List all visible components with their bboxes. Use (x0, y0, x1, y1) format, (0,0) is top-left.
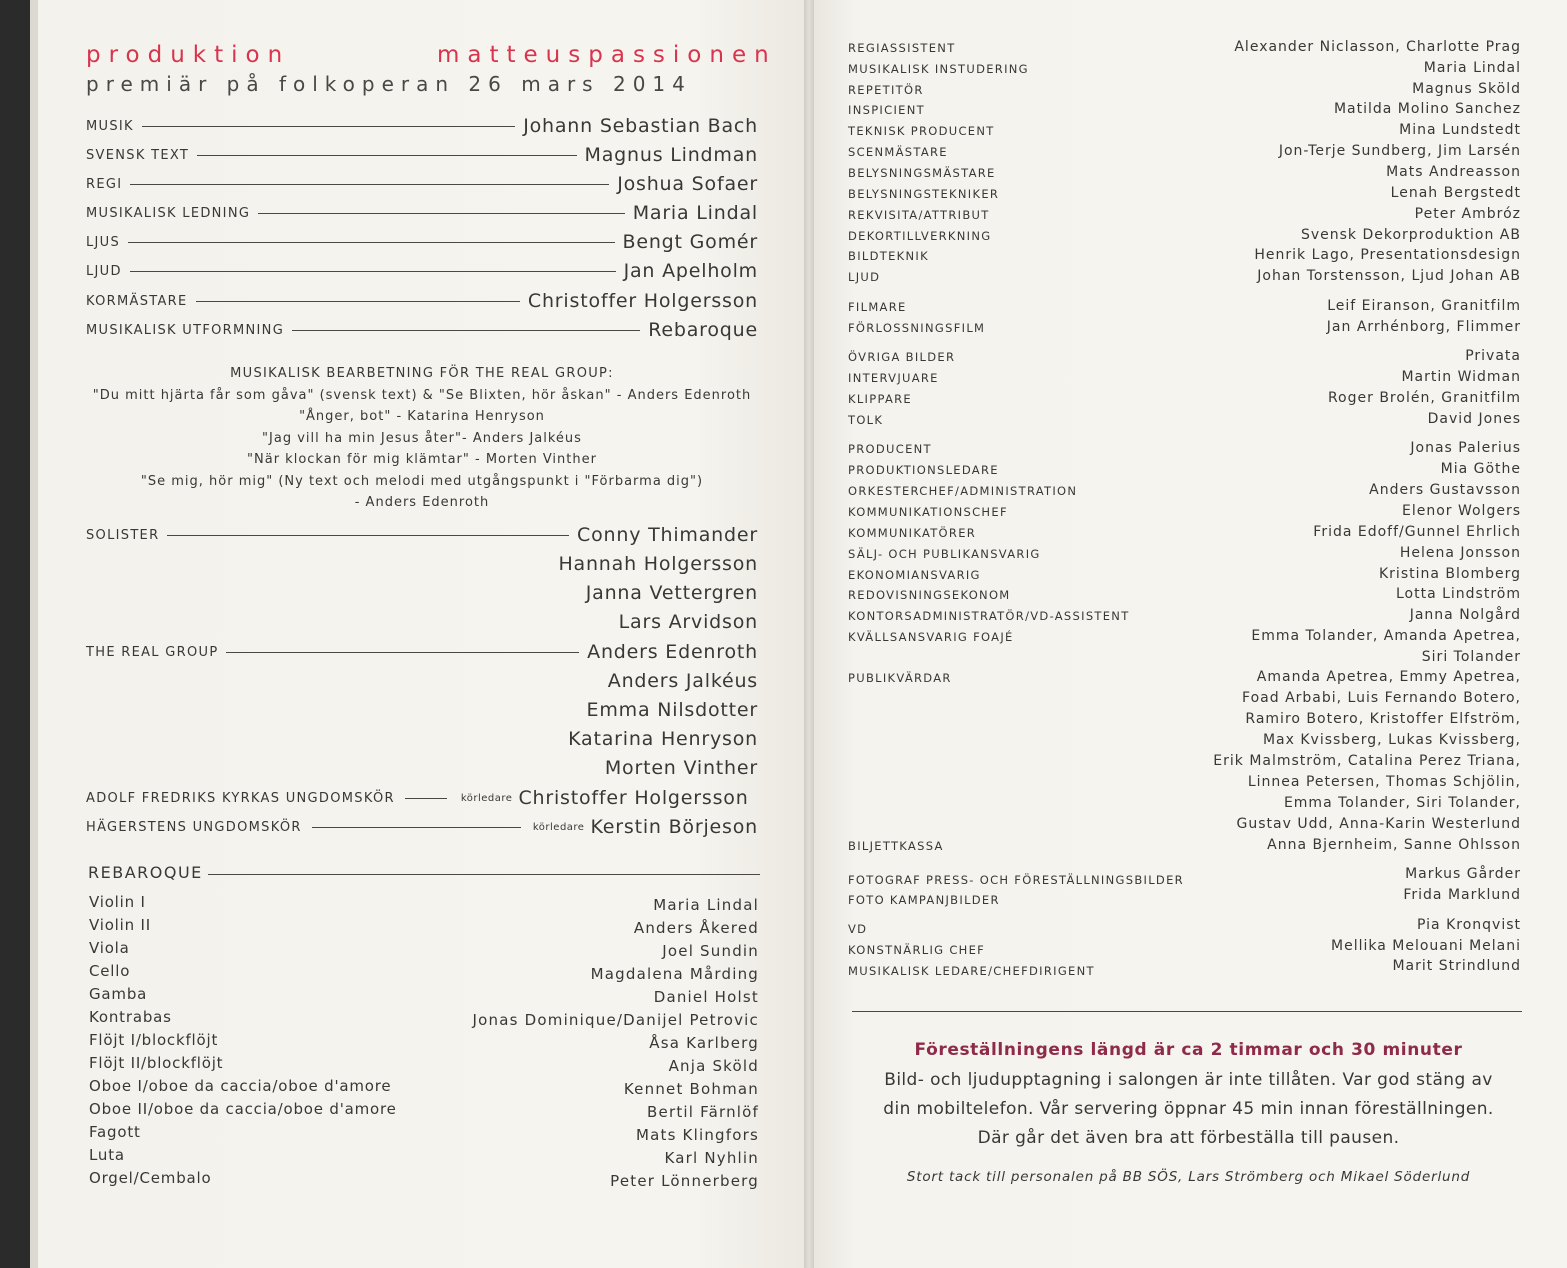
real-group-row (86, 639, 758, 665)
solister-row (86, 580, 758, 606)
instrument: Luta (89, 1146, 125, 1164)
staff-role: LJUD (848, 270, 881, 284)
credit-name: Kerstin Börjeson (590, 816, 758, 838)
staff-name: Martin Widman (1401, 369, 1521, 385)
arrangement-line: - Anders Edenroth (354, 495, 490, 510)
rebaroque-line (208, 874, 760, 875)
staff-name: David Jones (1427, 411, 1521, 427)
instrument: Kontrabas (89, 1008, 172, 1026)
header-subtitle: premiär på folkoperan 26 mars 2014 (86, 72, 692, 96)
staff-role: INSPICIENT (848, 103, 925, 117)
credit-row (86, 113, 758, 139)
leader-line (197, 155, 576, 156)
real-group-row (86, 755, 758, 781)
leader-line (128, 242, 614, 243)
credit-row (86, 171, 758, 197)
arrangement-line: "Ånger, bot" - Katarina Henryson (299, 409, 545, 424)
staff-role: KONSTNÄRLIG CHEF (848, 943, 986, 957)
staff-name: Jonas Palerius (1410, 440, 1521, 456)
notice-line: Bild- och ljudupptagning i salongen är inte tillåten. Var god stäng av (884, 1070, 1493, 1090)
staff-role: DEKORTILLVERKNING (848, 229, 992, 243)
staff-name: Foad Arbabi, Luis Fernando Botero, (1242, 690, 1521, 706)
credit-name: Johann Sebastian Bach (523, 115, 758, 137)
notice-line: Där går det även bra att förbeställa till pausen. (977, 1128, 1400, 1148)
staff-name: Gustav Udd, Anna-Karin Westerlund (1236, 816, 1521, 832)
staff-role: PRODUKTIONSLEDARE (848, 463, 999, 477)
credit-name: Christoffer Holgersson (518, 787, 749, 809)
solister-row (86, 609, 758, 635)
credit-name: Christoffer Holgersson (527, 290, 758, 312)
arrangement-line: "Du mitt hjärta får som gåva" (svensk text) & "Se Blixten, hör åskan" - Anders Edenroth (92, 387, 752, 403)
staff-role: REKVISITA/ATTRIBUT (848, 208, 990, 222)
staff-name: Lotta Lindström (1395, 586, 1521, 602)
rebaroque-title: REBAROQUE (88, 863, 203, 882)
leader-line (196, 301, 520, 302)
staff-role: KLIPPARE (848, 392, 912, 406)
staff-role: REPETITÖR (848, 83, 924, 97)
staff-role: ORKESTERCHEF/ADMINISTRATION (848, 484, 1078, 498)
player: Magdalena Mårding (590, 965, 759, 983)
staff-role: MUSIKALISK LEDARE/CHEFDIRIGENT (848, 964, 1095, 978)
staff-name: Anna Bjernheim, Sanne Ohlsson (1267, 837, 1521, 853)
staff-role: ÖVRIGA BILDER (848, 350, 956, 364)
credit-name: Maria Lindal (632, 202, 758, 224)
staff-role: PUBLIKVÄRDAR (848, 671, 952, 685)
credit-role: ADOLF FREDRIKS KYRKAS UNGDOMSKÖR (86, 790, 395, 806)
footer-divider (852, 1011, 1522, 1012)
leader-line (130, 271, 616, 272)
player: Daniel Holst (653, 988, 759, 1006)
credit-role: HÄGERSTENS UNGDOMSKÖR (86, 819, 302, 835)
staff-role: FILMARE (848, 300, 907, 314)
credit-row (86, 288, 758, 314)
staff-role: REGIASSISTENT (848, 41, 956, 55)
staff-name: Emma Tolander, Siri Tolander, (1283, 795, 1521, 811)
staff-role: BELYSNINGSTEKNIKER (848, 187, 1000, 201)
staff-name: Matilda Molino Sanchez (1333, 101, 1521, 117)
credit-row (86, 258, 758, 284)
staff-name: Mellika Melouani Melani (1331, 938, 1521, 954)
leader-line (130, 184, 609, 185)
staff-name: Leif Eiranson, Granitfilm (1327, 298, 1521, 314)
staff-role: MUSIKALISK INSTUDERING (848, 62, 1029, 76)
solister-row (86, 522, 758, 548)
player: Jonas Dominique/Danijel Petrovic (472, 1011, 759, 1029)
staff-name: Linnea Petersen, Thomas Schjölin, (1247, 774, 1521, 790)
staff-name: Marit Strindlund (1392, 958, 1521, 974)
leader-line (258, 213, 624, 214)
staff-name: Max Kvissberg, Lukas Kvissberg, (1262, 732, 1521, 748)
player: Anja Sköld (668, 1057, 759, 1075)
leader-line (142, 126, 515, 127)
staff-name: Siri Tolander (1421, 649, 1521, 665)
player: Anders Åkered (633, 919, 759, 937)
choir-leader-label: körledare (460, 792, 513, 804)
leader-line (226, 652, 579, 653)
leader-line (167, 535, 569, 536)
staff-role: TEKNISK PRODUCENT (848, 124, 995, 138)
credit-name: Conny Thimander (577, 524, 758, 546)
credit-name: Anders Jalkéus (607, 670, 758, 692)
staff-role: KOMMUNIKATIONSCHEF (848, 505, 1008, 519)
leader-line (312, 827, 521, 828)
staff-role: VD (848, 922, 868, 936)
staff-name: Frida Edoff/Gunnel Ehrlich (1313, 524, 1521, 540)
staff-name: Svensk Dekorproduktion AB (1300, 227, 1521, 243)
credit-name: Rebaroque (648, 319, 758, 341)
staff-name: Jan Arrhénborg, Flimmer (1326, 319, 1521, 335)
player: Joel Sundin (662, 942, 759, 960)
staff-name: Roger Brolén, Granitfilm (1327, 390, 1521, 406)
credit-name: Katarina Henryson (568, 728, 758, 750)
staff-name: Mia Göthe (1440, 461, 1521, 477)
staff-role: SCENMÄSTARE (848, 145, 948, 159)
credit-name: Anders Edenroth (587, 641, 758, 663)
instrument: Orgel/Cembalo (89, 1169, 212, 1187)
staff-role: FOTO KAMPANJBILDER (848, 893, 1000, 907)
credit-role: SOLISTER (86, 527, 160, 543)
instrument: Flöjt I/blockflöjt (89, 1031, 219, 1049)
staff-role: BELYSNINGSMÄSTARE (848, 166, 996, 180)
credit-role: SVENSK TEXT (86, 147, 190, 163)
credit-name: Lars Arvidson (618, 611, 758, 633)
credit-name: Magnus Lindman (584, 144, 758, 166)
staff-role: KONTORSADMINISTRATÖR/VD-ASSISTENT (848, 609, 1130, 623)
player: Peter Lönnerberg (610, 1172, 759, 1190)
staff-name: Markus Gårder (1405, 866, 1521, 882)
header-title-right: matteuspassionen (437, 42, 777, 68)
staff-name: Maria Lindal (1423, 60, 1521, 76)
credit-role: MUSIKALISK UTFORMNING (86, 322, 285, 338)
header-title-left: produktion (86, 42, 291, 68)
player: Bertil Färnlöf (647, 1103, 759, 1121)
credit-name: Bengt Gomér (622, 231, 758, 253)
staff-name: Anders Gustavsson (1369, 482, 1521, 498)
arrangement-line: "När klockan för mig klämtar" - Morten Vinther (247, 452, 597, 467)
instrument: Fagott (89, 1123, 141, 1141)
credit-role: THE REAL GROUP (86, 644, 219, 660)
credit-name: Jan Apelholm (623, 260, 758, 282)
staff-name: Emma Tolander, Amanda Apetrea, (1251, 628, 1521, 644)
real-group-row (86, 697, 758, 723)
staff-role: REDOVISNINGSEKONOM (848, 588, 1011, 602)
player: Maria Lindal (653, 896, 759, 914)
staff-name: Alexander Niclasson, Charlotte Prag (1234, 39, 1521, 55)
credit-role: LJUS (86, 234, 121, 250)
staff-name: Ramiro Botero, Kristoffer Elfström, (1245, 711, 1521, 727)
staff-role: BILJETTKASSA (848, 839, 944, 853)
instrument: Violin I (89, 893, 146, 911)
leader-line (405, 798, 447, 799)
staff-name: Henrik Lago, Presentationsdesign (1254, 247, 1521, 263)
credit-row (86, 200, 758, 226)
staff-name: Elenor Wolgers (1401, 503, 1521, 519)
solister-row (86, 551, 758, 577)
staff-name: Lenah Bergstedt (1390, 185, 1521, 201)
instrument: Flöjt II/blockflöjt (89, 1054, 224, 1072)
real-group-row (86, 726, 758, 752)
credit-role: KORMÄSTARE (86, 293, 188, 309)
staff-name: Mina Lundstedt (1399, 122, 1521, 138)
scan-edge-light (30, 0, 38, 1268)
credit-role: MUSIKALISK LEDNING (86, 205, 251, 221)
credit-role: MUSIK (86, 118, 134, 134)
choir-leader-label: körledare (532, 821, 585, 833)
choir-row (86, 814, 758, 840)
staff-name: Mats Andreasson (1386, 164, 1521, 180)
player: Karl Nyhlin (664, 1149, 759, 1167)
player: Åsa Karlberg (649, 1034, 759, 1052)
credit-role: LJUD (86, 263, 122, 279)
instrument: Violin II (89, 916, 151, 934)
instrument: Gamba (89, 985, 148, 1003)
staff-role: SÄLJ- OCH PUBLIKANSVARIG (848, 547, 1041, 561)
staff-name: Helena Jonsson (1399, 545, 1521, 561)
thanks-note: Stort tack till personalen på BB SÖS, Lars Strömberg och Mikael Söderlund (906, 1169, 1471, 1185)
staff-role: INTERVJUARE (848, 371, 939, 385)
real-group-row (86, 668, 758, 694)
staff-name: Janna Nolgård (1409, 607, 1521, 623)
staff-name: Kristina Blomberg (1379, 566, 1521, 582)
choir-row (86, 785, 758, 811)
instrument: Oboe I/oboe da caccia/oboe d'amore (89, 1077, 392, 1095)
staff-role: EKONOMIANSVARIG (848, 568, 981, 582)
staff-role: PRODUCENT (848, 442, 932, 456)
staff-name: Jon-Terje Sundberg, Jim Larsén (1278, 143, 1521, 159)
credit-name: Emma Nilsdotter (586, 699, 758, 721)
duration-headline: Föreställningens längd är ca 2 timmar och 30 minuter (914, 1040, 1463, 1060)
credit-name: Joshua Sofaer (617, 173, 758, 195)
arrangement-line: "Se mig, hör mig" (Ny text och melodi med utgångspunkt i "Förbarma dig") (140, 473, 704, 489)
staff-name: Pia Kronqvist (1417, 917, 1521, 933)
leader-line (292, 330, 640, 331)
staff-name: Peter Ambróz (1414, 206, 1521, 222)
staff-role: KOMMUNIKATÖRER (848, 526, 977, 540)
staff-role: TOLK (848, 413, 884, 427)
staff-name: Privata (1465, 348, 1521, 364)
credit-row (86, 317, 758, 343)
credit-role: REGI (86, 176, 123, 192)
staff-role: FOTOGRAF PRESS- OCH FÖRESTÄLLNINGSBILDER (848, 873, 1184, 887)
instrument: Cello (89, 962, 131, 980)
arrangement-title: MUSIKALISK BEARBETNING FÖR THE REAL GROUP: (230, 366, 614, 381)
staff-name: Frida Marklund (1403, 887, 1521, 903)
instrument: Viola (89, 939, 130, 957)
staff-role: BILDTEKNIK (848, 249, 929, 263)
arrangement-line: "Jag vill ha min Jesus åter"- Anders Jalkéus (262, 430, 582, 446)
notice-line: din mobiltelefon. Vår servering öppnar 45 min innan föreställningen. (883, 1099, 1494, 1119)
player: Mats Klingfors (635, 1126, 759, 1144)
staff-role: KVÄLLSANSVARIG FOAJÉ (848, 630, 1014, 644)
staff-role: FÖRLOSSNINGSFILM (848, 321, 986, 335)
player: Kennet Bohman (623, 1080, 759, 1098)
credit-row (86, 229, 758, 255)
instrument: Oboe II/oboe da caccia/oboe d'amore (89, 1100, 397, 1118)
staff-name: Magnus Sköld (1412, 81, 1521, 97)
staff-name: Johan Torstensson, Ljud Johan AB (1257, 268, 1521, 284)
staff-name: Amanda Apetrea, Emmy Apetrea, (1256, 669, 1521, 685)
staff-name: Erik Malmström, Catalina Perez Triana, (1213, 753, 1521, 769)
credit-name: Janna Vettergren (585, 582, 758, 604)
credit-row (86, 142, 758, 168)
credit-name: Hannah Holgersson (558, 553, 758, 575)
arrangement-block (86, 363, 758, 514)
credit-name: Morten Vinther (604, 757, 758, 779)
